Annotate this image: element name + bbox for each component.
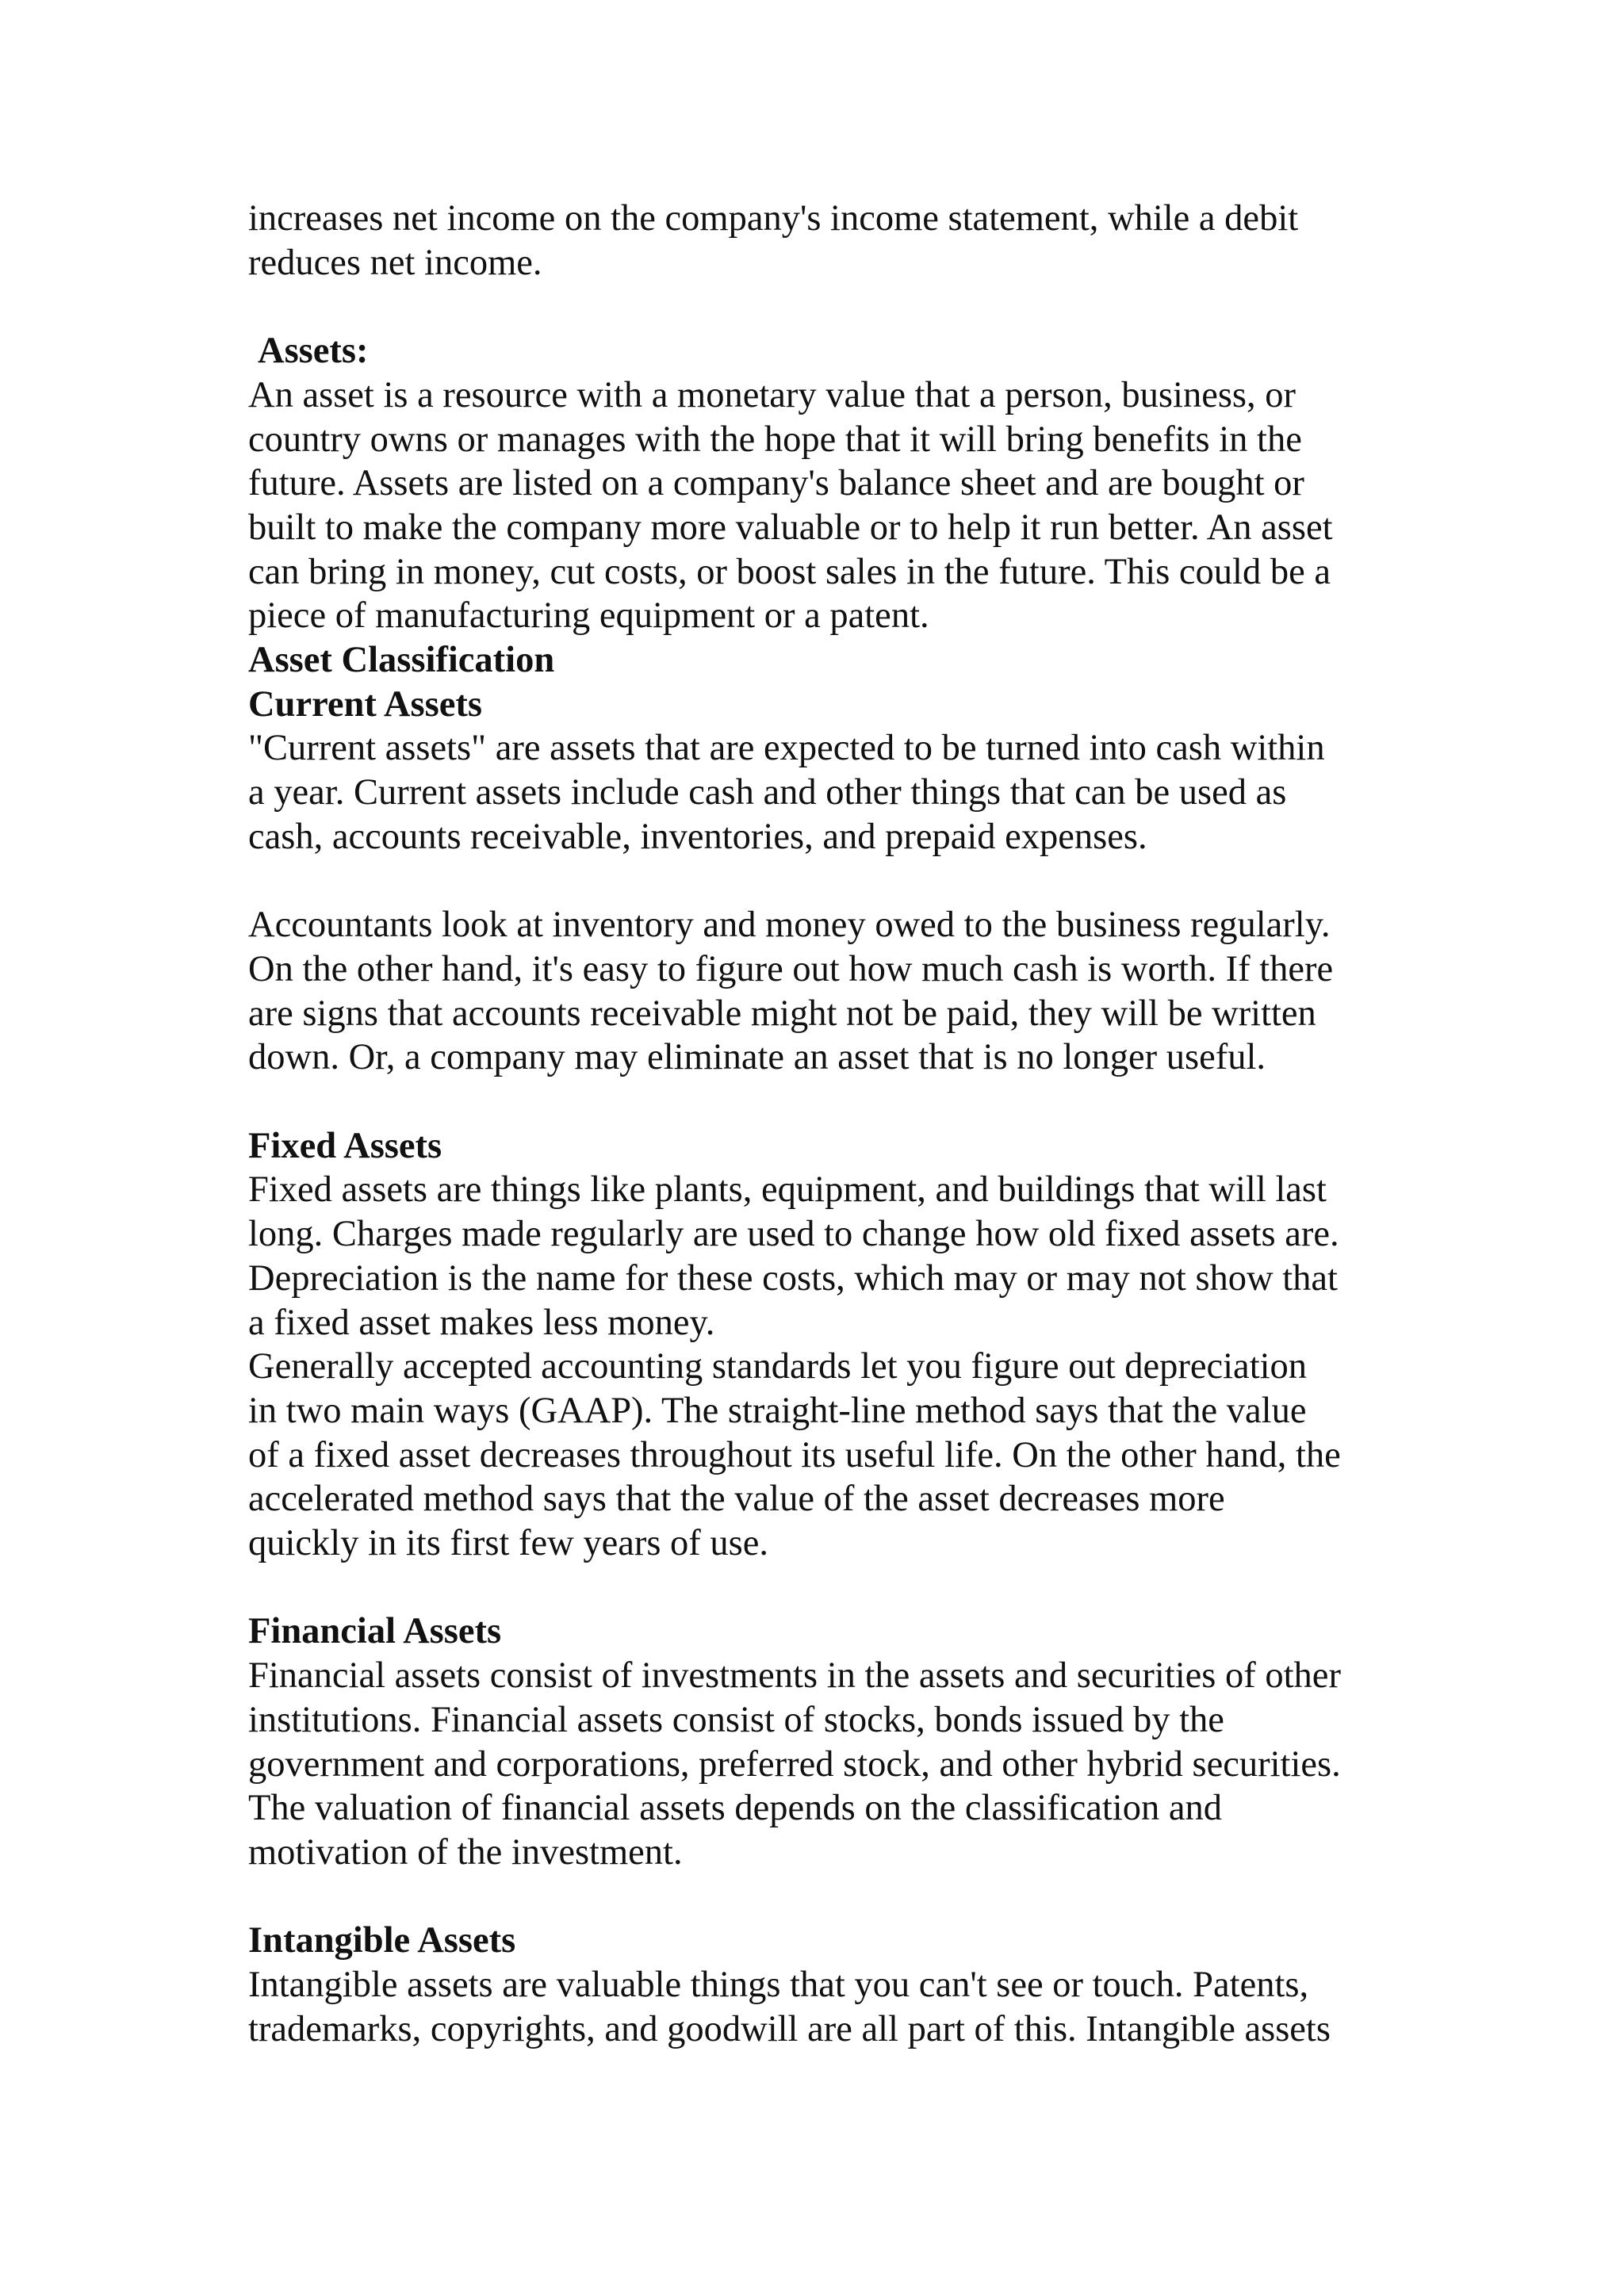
intangible-assets-heading: Intangible Assets — [248, 1920, 516, 1961]
text-line: The valuation of financial assets depends on the classification and — [248, 1788, 1222, 1829]
current-assets-section — [248, 683, 1406, 1080]
text-line: accelerated method says that the value of the asset decreases more — [248, 1479, 1225, 1520]
text-line: Accountants look at inventory and money owed to the business regularly. — [248, 905, 1331, 946]
text-line: cash, accounts receivable, inventories, and prepaid expenses. — [248, 816, 1147, 857]
text-line: "Current assets" are assets that are expected to be turned into cash within — [248, 728, 1325, 769]
text-line: Intangible assets are valuable things that you can't see or touch. Patents, — [248, 1965, 1309, 2006]
text-line: government and corporations, preferred stock, and other hybrid securities. — [248, 1743, 1341, 1785]
text-line: of a fixed asset decreases throughout its useful life. On the other hand, the — [248, 1434, 1341, 1475]
intangible-assets-section — [248, 1919, 1406, 2051]
text-line: in two main ways (GAAP). The straight-line method says that the value — [248, 1390, 1307, 1431]
text-line: country owns or manages with the hope that it will bring benefits in the — [248, 419, 1302, 460]
text-line: reduces net income. — [248, 242, 542, 283]
paragraph-gap — [248, 1566, 1406, 1610]
text-line: built to make the company more valuable or to help it run better. An asset — [248, 507, 1333, 548]
text-line: trademarks, copyrights, and goodwill are all part of this. Intangible assets — [248, 2008, 1331, 2049]
asset-classification-heading: Asset Classification — [248, 640, 555, 681]
intro-paragraph — [248, 197, 1406, 285]
assets-section — [248, 329, 1406, 638]
text-line: can bring in money, cut costs, or boost sales in the future. This could be a — [248, 551, 1331, 592]
text-line: institutions. Financial assets consist of stocks, bonds issued by the — [248, 1699, 1224, 1740]
document-page — [248, 197, 1406, 2051]
fixed-assets-heading: Fixed Assets — [248, 1125, 442, 1166]
paragraph-gap — [248, 285, 1406, 329]
text-line: future. Assets are listed on a company's balance sheet and are bought or — [248, 463, 1304, 504]
text-line: Generally accepted accounting standards let you figure out depreciation — [248, 1346, 1308, 1387]
assets-heading: Assets: — [258, 331, 369, 372]
text-line: motivation of the investment. — [248, 1831, 683, 1873]
paragraph-gap — [248, 1875, 1406, 1919]
text-line: quickly in its first few years of use. — [248, 1523, 769, 1564]
text-line: a year. Current assets include cash and other things that can be used as — [248, 772, 1287, 813]
text-line: piece of manufacturing equipment or a patent. — [248, 595, 929, 637]
text-line: long. Charges made regularly are used to change how old fixed assets are. — [248, 1214, 1339, 1255]
paragraph-gap — [248, 1080, 1406, 1124]
text-line: Fixed assets are things like plants, equipment, and buildings that will last — [248, 1169, 1327, 1211]
text-line: a fixed asset makes less money. — [248, 1302, 715, 1343]
text-line: On the other hand, it's easy to figure out how much cash is worth. If there — [248, 948, 1334, 989]
financial-assets-heading: Financial Assets — [248, 1611, 502, 1652]
text-line: increases net income on the company's income statement, while a debit — [248, 198, 1299, 239]
text-line: Financial assets consist of investments in the assets and securities of other — [248, 1655, 1341, 1697]
current-assets-heading: Current Assets — [248, 683, 482, 725]
text-line: Depreciation is the name for these costs, which may or may not show that — [248, 1257, 1338, 1299]
text-line: An asset is a resource with a monetary value that a person, business, or — [248, 374, 1297, 415]
paragraph-gap — [248, 859, 1406, 904]
text-line: are signs that accounts receivable might not be paid, they will be written — [248, 993, 1316, 1034]
financial-assets-section — [248, 1609, 1406, 1874]
text-line: down. Or, a company may eliminate an asset that is no longer useful. — [248, 1037, 1266, 1078]
fixed-assets-section — [248, 1124, 1406, 1566]
